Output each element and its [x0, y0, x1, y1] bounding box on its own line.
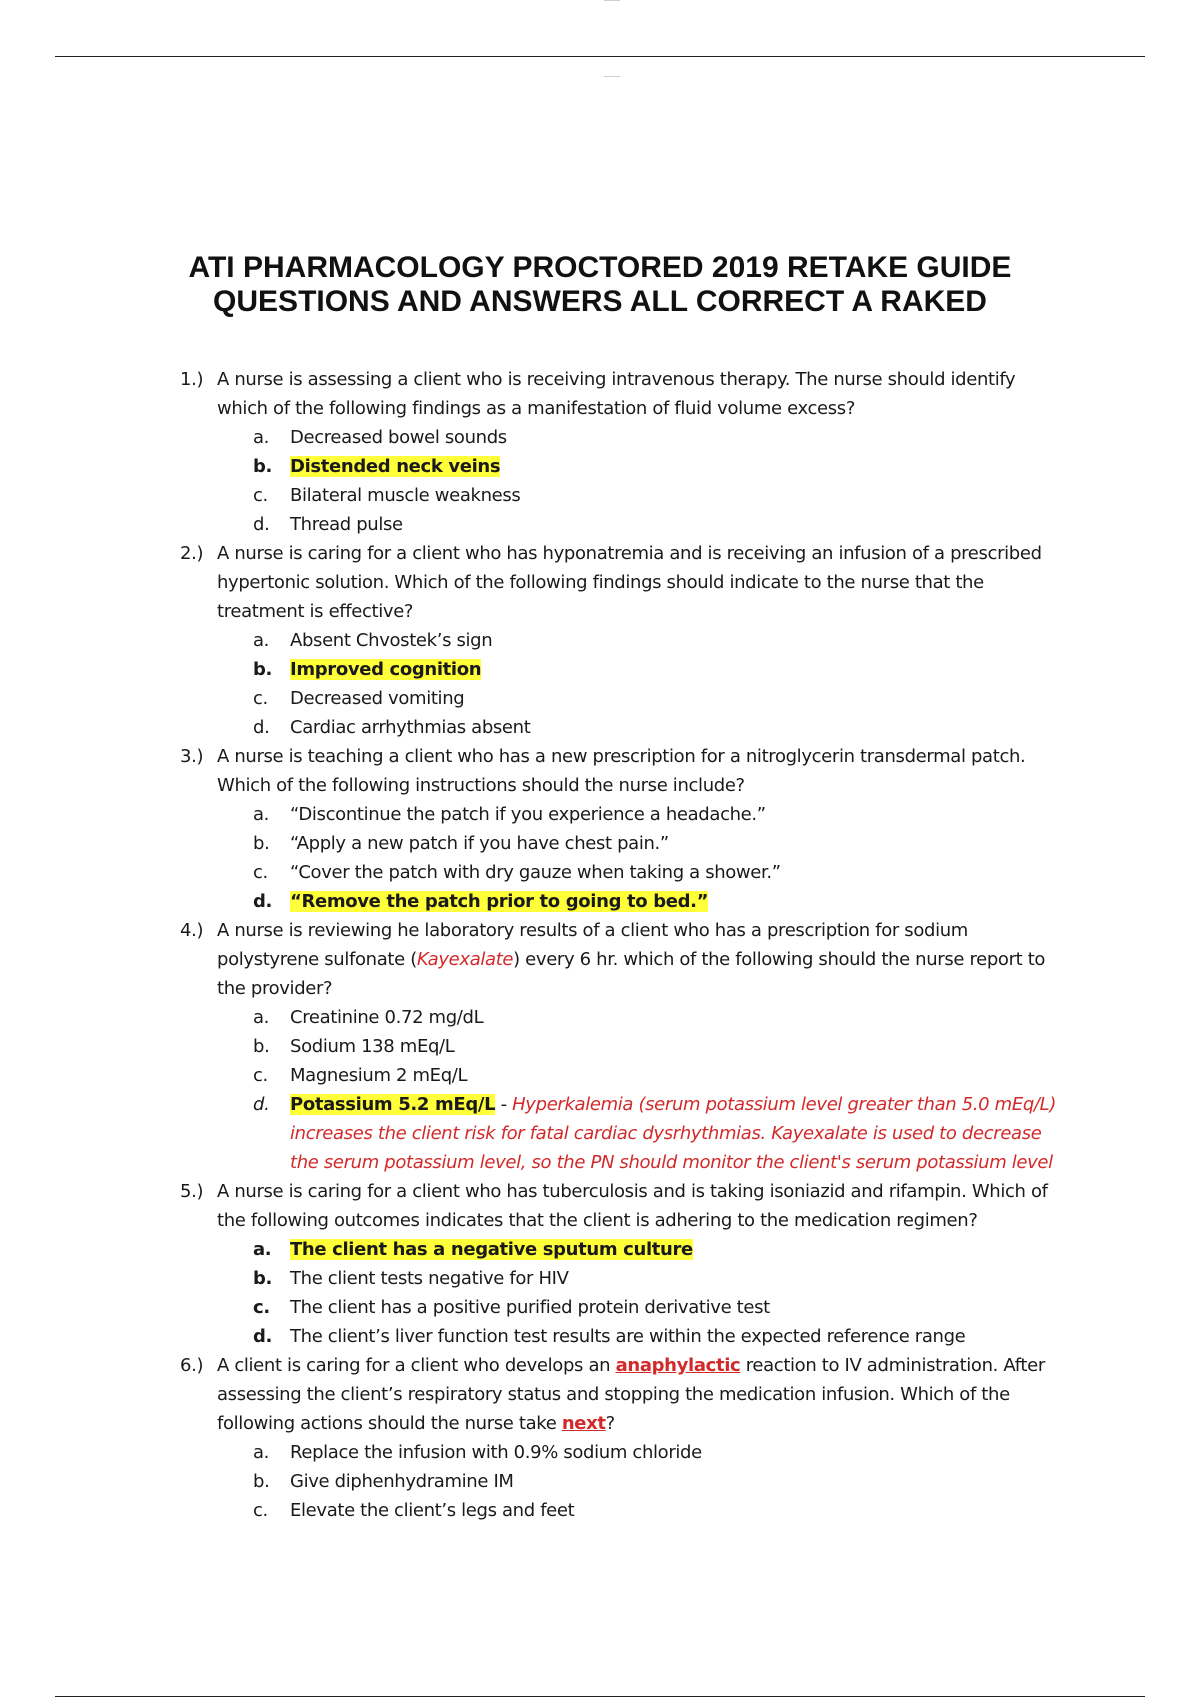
answer-option: [180, 1322, 1070, 1351]
answer-option: [180, 684, 1070, 713]
answer-option: [180, 800, 1070, 829]
answer-option: [180, 626, 1070, 655]
question-stem: [180, 1351, 1070, 1438]
answer-option-correct: [180, 887, 1070, 916]
option-letter: c.: [253, 862, 268, 883]
question-text: A nurse is teaching a client who has a new prescription for a nitroglycerin transdermal patch. Which of the following instructions should the nurse include?: [217, 746, 1026, 796]
header-divider: [55, 56, 1145, 57]
answer-rationale: Hyperkalemia (serum potassium level greater than 5.0 mEq/L) increases the client risk for fatal cardiac dysrhythmias. Kayexalate is used to decrease the serum potassium level, so the PN should monitor the client's serum potassium level: [290, 1094, 1056, 1173]
answer-option-correct: [180, 655, 1070, 684]
question-text-end: ?: [605, 1413, 615, 1434]
option-text: Cardiac arrhythmias absent: [290, 717, 531, 738]
option-letter: a.: [253, 1442, 270, 1463]
answer-options: [180, 800, 1070, 916]
question-number: 1.): [180, 369, 204, 390]
answer-option: [180, 1467, 1070, 1496]
rationale-separator: -: [495, 1094, 513, 1115]
title-line-2: QUESTIONS AND ANSWERS ALL CORRECT A RAKED: [213, 285, 987, 318]
option-letter: a.: [253, 1239, 272, 1260]
option-letter: b.: [253, 659, 273, 680]
option-text-highlighted: Improved cognition: [290, 659, 482, 680]
option-text-highlighted: Distended neck veins: [290, 456, 501, 477]
option-text: Thread pulse: [290, 514, 403, 535]
option-letter: d.: [253, 1326, 273, 1347]
question-number: 4.): [180, 920, 204, 941]
question-1: [180, 365, 1070, 539]
title-line-1: ATI PHARMACOLOGY PROCTORED 2019 RETAKE GUIDE: [188, 251, 1012, 284]
answer-options: [180, 1438, 1070, 1525]
option-letter: d.: [253, 1094, 270, 1115]
option-text: The client’s liver function test results are within the expected reference range: [290, 1326, 966, 1347]
option-text: Elevate the client’s legs and feet: [290, 1500, 575, 1521]
option-letter: a.: [253, 427, 270, 448]
option-letter: d.: [253, 514, 270, 535]
option-letter: c.: [253, 485, 268, 506]
option-letter: d.: [253, 891, 273, 912]
question-number: 3.): [180, 746, 204, 767]
option-text: “Cover the patch with dry gauze when taking a shower.”: [290, 862, 781, 883]
option-letter: c.: [253, 1065, 268, 1086]
option-text: The client has a positive purified protein derivative test: [290, 1297, 770, 1318]
page-mark: [604, 76, 620, 77]
emphasized-term: anaphylactic: [615, 1355, 741, 1376]
answer-option: [180, 510, 1070, 539]
option-letter: a.: [253, 804, 270, 825]
question-3: [180, 742, 1070, 916]
option-text: The client tests negative for HIV: [290, 1268, 569, 1289]
question-5: [180, 1177, 1070, 1351]
option-text: “Discontinue the patch if you experience a headache.”: [290, 804, 766, 825]
option-text-highlighted: The client has a negative sputum culture: [290, 1239, 693, 1260]
page-top-mark: [604, 0, 620, 1]
emphasized-term: next: [561, 1413, 606, 1434]
question-number: 5.): [180, 1181, 204, 1202]
question-text-continued: reaction to IV administration. After assessing the client’s respiratory status and stopping the medication infusion. Which of the following actions should the nurse take: [217, 1355, 1045, 1434]
answer-options: [180, 1235, 1070, 1351]
answer-option-correct: [180, 452, 1070, 481]
answer-option: [180, 423, 1070, 452]
answer-option: [180, 858, 1070, 887]
answer-option-correct: [180, 1235, 1070, 1264]
question-number: 2.): [180, 543, 204, 564]
question-number: 6.): [180, 1355, 204, 1376]
option-letter: b.: [253, 1471, 270, 1492]
question-stem: [180, 365, 1070, 423]
question-list: [180, 365, 1070, 1525]
answer-option: [180, 1293, 1070, 1322]
option-letter: a.: [253, 630, 270, 651]
answer-option: [180, 829, 1070, 858]
drug-brand-name: Kayexalate: [416, 949, 514, 970]
answer-option: [180, 713, 1070, 742]
option-letter: b.: [253, 456, 273, 477]
question-text: A nurse is reviewing he laboratory results of a client who has a prescription for sodium polystyrene sulfonate (: [217, 920, 968, 970]
option-text: Sodium 138 mEq/L: [290, 1036, 455, 1057]
answer-options: [180, 626, 1070, 742]
option-letter: d.: [253, 717, 270, 738]
question-stem: [180, 916, 1070, 1003]
question-text: A nurse is caring for a client who has hyponatremia and is receiving an infusion of a prescribed hypertonic solution. Which of the following findings should indicate to the nurse that the treatment is effective?: [217, 543, 1042, 622]
option-letter: b.: [253, 833, 270, 854]
answer-option: [180, 1438, 1070, 1467]
question-4: [180, 916, 1070, 1177]
answer-options: [180, 423, 1070, 539]
footer-divider: [55, 1696, 1145, 1697]
option-text: Decreased bowel sounds: [290, 427, 507, 448]
option-letter: c.: [253, 1297, 270, 1318]
question-6: [180, 1351, 1070, 1525]
option-text: Decreased vomiting: [290, 688, 465, 709]
answer-option: [180, 481, 1070, 510]
answer-option: [180, 1264, 1070, 1293]
question-stem: [180, 539, 1070, 626]
option-text-highlighted: Potassium 5.2 mEq/L: [290, 1094, 496, 1115]
option-letter: b.: [253, 1268, 273, 1289]
option-text-highlighted: “Remove the patch prior to going to bed.”: [290, 891, 709, 912]
option-letter: a.: [253, 1007, 270, 1028]
option-text: Creatinine 0.72 mg/dL: [290, 1007, 484, 1028]
option-letter: c.: [253, 1500, 268, 1521]
document-title: [0, 251, 1200, 319]
question-text: A nurse is caring for a client who has tuberculosis and is taking isoniazid and rifampin. Which of the following outcomes indicates that the client is adhering to the medication regimen?: [217, 1181, 1048, 1231]
answer-option: [180, 1496, 1070, 1525]
question-text: A client is caring for a client who develops an: [217, 1355, 616, 1376]
question-2: [180, 539, 1070, 742]
question-stem: [180, 742, 1070, 800]
question-text: A nurse is assessing a client who is receiving intravenous therapy. The nurse should identify which of the following findings as a manifestation of fluid volume excess?: [217, 369, 1016, 419]
option-text: “Apply a new patch if you have chest pain.”: [290, 833, 669, 854]
answer-options: [180, 1003, 1070, 1177]
option-letter: c.: [253, 688, 268, 709]
answer-option: [180, 1061, 1070, 1090]
option-text: Bilateral muscle weakness: [290, 485, 521, 506]
answer-option-correct: [180, 1090, 1070, 1177]
answer-option: [180, 1032, 1070, 1061]
option-text: Give diphenhydramine IM: [290, 1471, 514, 1492]
answer-option: [180, 1003, 1070, 1032]
option-letter: b.: [253, 1036, 270, 1057]
option-text: Absent Chvostek’s sign: [290, 630, 493, 651]
question-stem: [180, 1177, 1070, 1235]
option-text: Magnesium 2 mEq/L: [290, 1065, 468, 1086]
option-text: Replace the infusion with 0.9% sodium chloride: [290, 1442, 702, 1463]
question-text-continued: ) every 6 hr. which of the following should the nurse report to the provider?: [217, 949, 1046, 999]
